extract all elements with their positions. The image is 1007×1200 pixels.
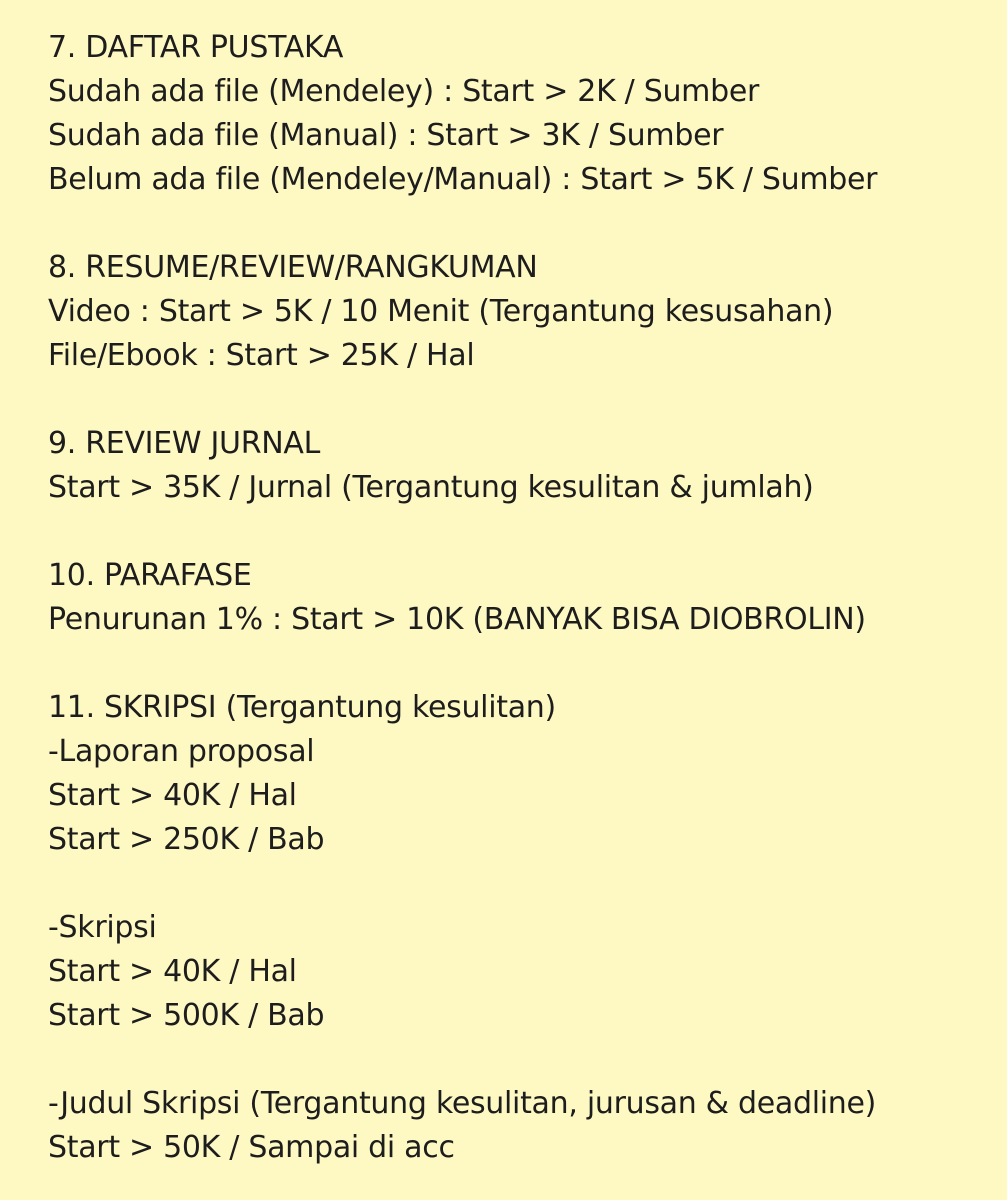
blank-line <box>48 378 993 422</box>
price-line: Start > 500K / Bab <box>48 998 325 1033</box>
blank-line <box>48 862 993 906</box>
price-line: Start > 250K / Bab <box>48 822 325 857</box>
price-line: Start > 40K / Hal <box>48 778 297 813</box>
price-list-note <box>48 26 993 1170</box>
price-line: Belum ada file (Mendeley/Manual) : Start > 5K / Sumber <box>48 162 878 197</box>
section-heading-daftar-pustaka: 7. DAFTAR PUSTAKA <box>48 30 344 65</box>
blank-line <box>48 642 993 686</box>
price-line: Sudah ada file (Manual) : Start > 3K / Sumber <box>48 118 724 153</box>
price-line: Sudah ada file (Mendeley) : Start > 2K / Sumber <box>48 74 760 109</box>
group-title-judul-skripsi: -Judul Skripsi (Tergantung kesulitan, jurusan & deadline) <box>48 1086 877 1121</box>
price-line: File/Ebook : Start > 25K / Hal <box>48 338 475 373</box>
section-heading-skripsi: 11. SKRIPSI (Tergantung kesulitan) <box>48 690 556 725</box>
price-line: Start > 50K / Sampai di acc <box>48 1130 455 1165</box>
price-line: Start > 40K / Hal <box>48 954 297 989</box>
price-line: Start > 35K / Jurnal (Tergantung kesulitan & jumlah) <box>48 470 814 505</box>
price-line: Video : Start > 5K / 10 Menit (Tergantung kesusahan) <box>48 294 834 329</box>
group-title-skripsi: -Skripsi <box>48 910 157 945</box>
section-heading-review-jurnal: 9. REVIEW JURNAL <box>48 426 321 461</box>
section-heading-resume: 8. RESUME/REVIEW/RANGKUMAN <box>48 250 538 285</box>
blank-line <box>48 1038 993 1082</box>
group-title-laporan-proposal: -Laporan proposal <box>48 734 315 769</box>
section-heading-parafase: 10. PARAFASE <box>48 558 252 593</box>
blank-line <box>48 510 993 554</box>
blank-line <box>48 202 993 246</box>
price-line: Penurunan 1% : Start > 10K (BANYAK BISA DIOBROLIN) <box>48 602 866 637</box>
